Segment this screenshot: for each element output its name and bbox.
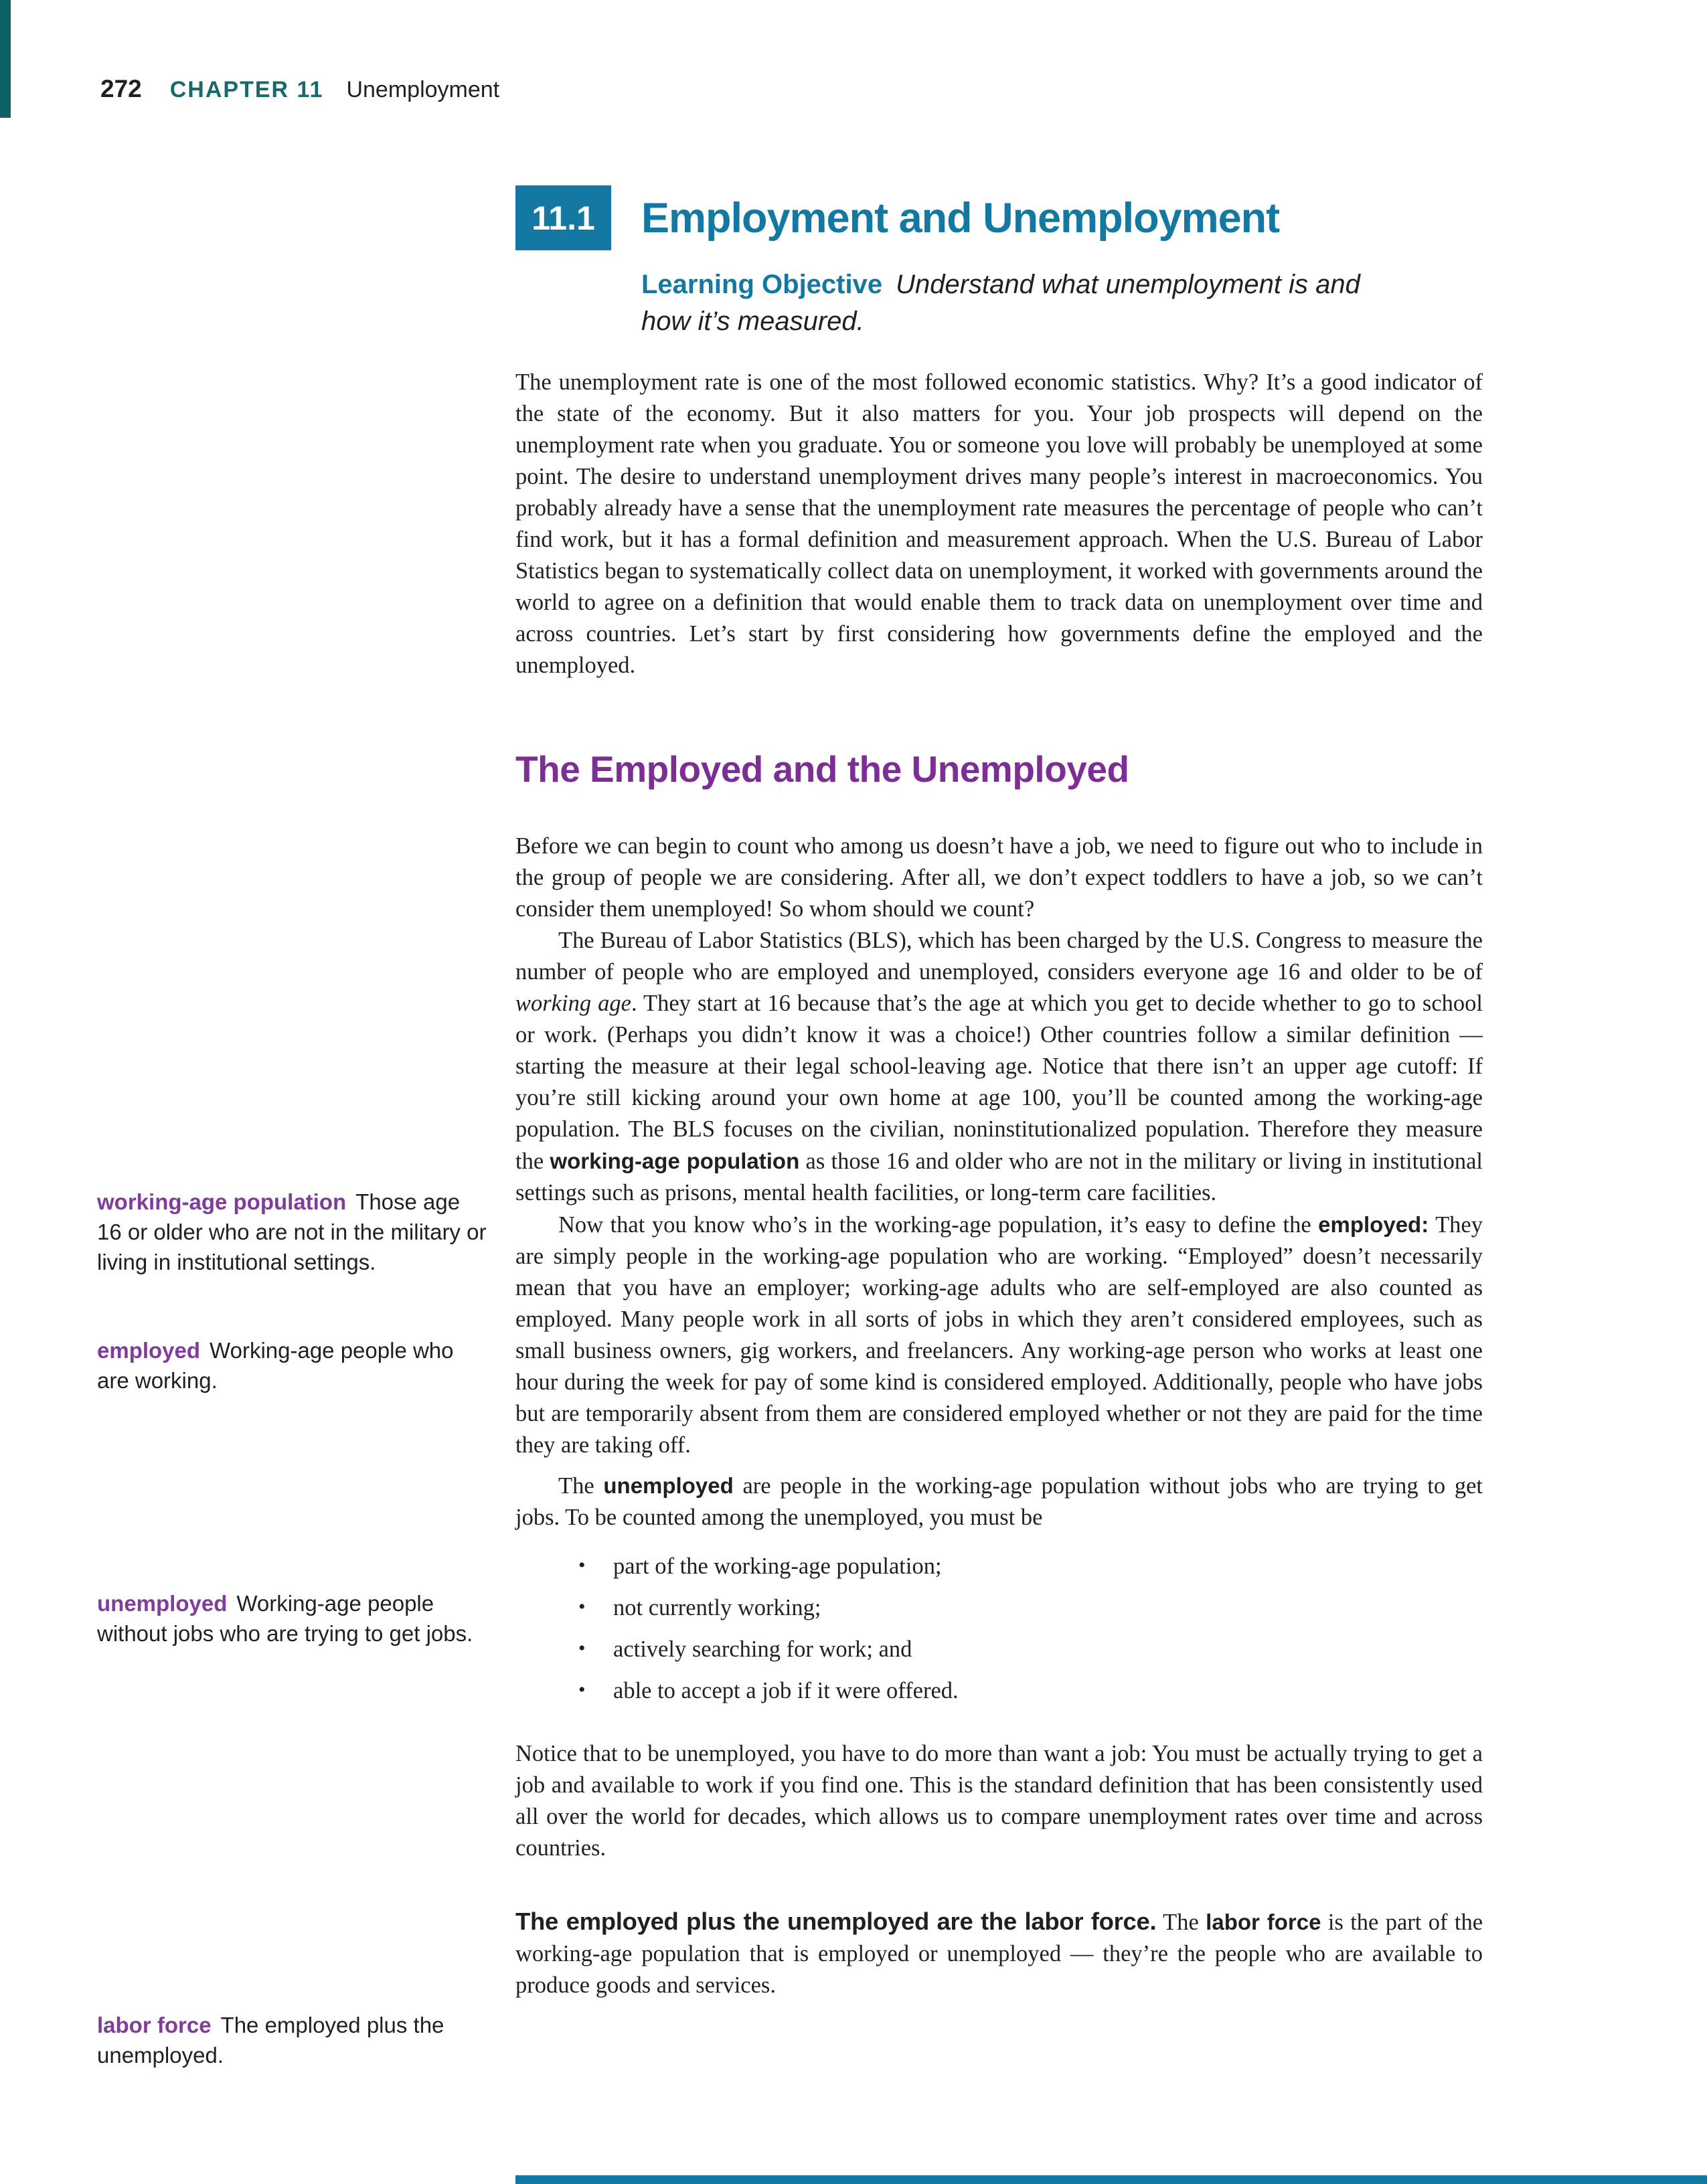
page-bottom-rule bbox=[515, 2175, 1707, 2184]
page-number: 272 bbox=[100, 75, 142, 102]
paragraph bbox=[515, 1738, 1483, 1864]
text-segment: Notice that to be unemployed, you have to do more than want a job: You must be actually trying to get a job and available to work if you find one. This is the standard definition that has been consistently used all over the world for decades, which allows us to compare unemployment rates over time and across countries. bbox=[515, 1741, 1483, 1861]
text-segment: The bbox=[558, 1473, 604, 1499]
section-number: 11.1 bbox=[532, 199, 595, 237]
text-segment: Before we can begin to count who among us doesn’t have a job, we need to figure out who to include in the group of people we are considering. After all, we don’t expect toddlers to have a job, so we can’t consider them unemployed! So whom should we count? bbox=[515, 833, 1483, 922]
margin-note-working-age-population bbox=[97, 1187, 489, 1277]
text-segment: are people in the working-age population without jobs who are trying to get jobs. To be counted among the unemployed, you must be bbox=[515, 1473, 1483, 1530]
margin-note-definition: Working-age people who are working. bbox=[97, 1338, 454, 1393]
chapter-label: CHAPTER 11 bbox=[169, 77, 324, 102]
list-item: • part of the working-age population; bbox=[515, 1551, 1483, 1582]
list-item: • able to accept a job if it were offered. bbox=[515, 1675, 1483, 1707]
running-head bbox=[100, 75, 499, 103]
margin-note-definition: Working-age people without jobs who are trying to get jobs. bbox=[97, 1591, 473, 1646]
text-segment: The unemployment rate is one of the most followed economic statistics. Why? It’s a good indicator of the state of the economy. But it also matters for you. Your job prospects will depend on the unemployment rate when you graduate. You or someone you love will probably be unemployed at some point. The desire to understand unemployment drives many people’s interest in macroeconomics. You probably already have a sense that the unemployment rate measures the percentage of people who can’t find work, but it has a formal definition and measurement approach. When the U.S. Bureau of Labor Statistics began to systematically collect data on unemployment, it worked with governments around the world to agree on a definition that would enable them to track data on unemployment over time and across countries. Let’s start by first considering how governments define the employed and the unemployed. bbox=[515, 369, 1483, 678]
section-title: Employment and Unemployment bbox=[641, 194, 1280, 242]
text-segment: working-age population bbox=[550, 1149, 800, 1173]
list-item: • actively searching for work; and bbox=[515, 1634, 1483, 1665]
paragraph bbox=[515, 831, 1483, 925]
main-text-column bbox=[515, 0, 1483, 2001]
text-segment: The bbox=[1156, 1910, 1206, 1935]
margin-note-employed bbox=[97, 1335, 489, 1396]
margin-note-term: working-age population bbox=[97, 1189, 347, 1214]
paragraph bbox=[515, 925, 1483, 1209]
margin-note-term: employed bbox=[97, 1338, 201, 1363]
page-edge-accent-bar bbox=[0, 0, 11, 118]
bullet-list bbox=[515, 1551, 1483, 1707]
paragraph bbox=[515, 1209, 1483, 1461]
text-segment: unemployed bbox=[603, 1473, 734, 1498]
margin-note-definition: The employed plus the unemployed. bbox=[97, 2013, 444, 2068]
learning-objective-text: Understand what unemployment is and how it’s measured. bbox=[641, 270, 1360, 336]
text-segment: employed: bbox=[1318, 1212, 1429, 1237]
margin-note-term: unemployed bbox=[97, 1591, 228, 1616]
list-item: • not currently working; bbox=[515, 1592, 1483, 1624]
text-segment: Now that you know who’s in the working-age population, it’s easy to define the bbox=[558, 1212, 1319, 1238]
text-segment: working age bbox=[515, 991, 631, 1016]
text-segment: The employed plus the unemployed are the labor force. bbox=[515, 1908, 1157, 1935]
margin-note-definition: Those age 16 or older who are not in the military or living in institutional settings. bbox=[97, 1189, 487, 1274]
chapter-title: Unemployment bbox=[346, 77, 500, 102]
paragraph-labor-force bbox=[515, 1906, 1483, 2001]
text-segment: They are simply people in the working-age population who are working. “Employed” doesn’t necessarily mean that you have an employer; working-age adults who are self-employed are also counted as employed. Many people work in all sorts of jobs in which they aren’t considered employees, such as small business owners, gig workers, and freelancers. Any working-age person who works at least one hour during the week for pay of some kind is considered employed. Additionally, people who have jobs but are temporarily absent from them are considered employed whether or not they are paid for the time they are taking off. bbox=[515, 1212, 1483, 1458]
text-segment: as those 16 and older who are not in the military or living in institutional settings such as prisons, mental health facilities, or long-term care facilities. bbox=[515, 1149, 1483, 1205]
section-subheading: The Employed and the Unemployed bbox=[515, 748, 1129, 790]
text-segment: is the part of the working-age population that is employed or unemployed — they’re the people who are available to produce goods and services. bbox=[515, 1910, 1483, 1998]
paragraph bbox=[515, 1470, 1483, 1533]
text-segment: labor force bbox=[1206, 1910, 1321, 1934]
text-segment: . They start at 16 because that’s the age at which you get to decide whether to go to school or work. (Perhaps you didn’t know it was a choice!) Other countries follow a similar definition — starting the measure at their legal school-leaving age. Notice that there isn’t an upper age cutoff: If you’re still kicking around your own home at age 100, you’ll be counted among the working-age population. The BLS focuses on the civilian, noninstitutionalized population. Therefore they measure the bbox=[515, 991, 1483, 1174]
margin-note-labor-force bbox=[97, 2010, 489, 2070]
text-segment: The Bureau of Labor Statistics (BLS), which has been charged by the U.S. Congress to measure the number of people who are employed and unemployed, considers everyone age 16 and older to be of bbox=[515, 928, 1483, 985]
margin-note-unemployed bbox=[97, 1588, 489, 1649]
paragraph-intro bbox=[515, 367, 1483, 681]
margin-note-term: labor force bbox=[97, 2013, 212, 2037]
learning-objective-label: Learning Objective bbox=[641, 270, 883, 299]
